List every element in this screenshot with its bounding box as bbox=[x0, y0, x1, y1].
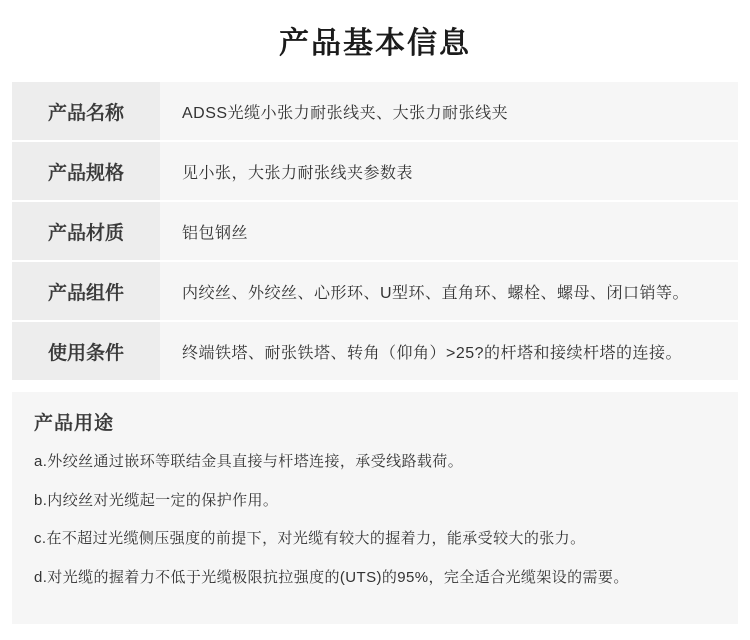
spec-label-product-name: 产品名称 bbox=[12, 82, 160, 141]
spec-table-body bbox=[12, 82, 738, 381]
product-spec-table bbox=[12, 82, 738, 382]
table-row bbox=[12, 201, 738, 261]
table-row bbox=[12, 82, 738, 141]
usage-item-c: c.在不超过光缆侧压强度的前提下，对光缆有较大的握着力，能承受较大的张力。 bbox=[34, 530, 586, 547]
table-row bbox=[12, 321, 738, 381]
spec-value-product-components: 内绞丝、外绞丝、心形环、U型环、直角环、螺栓、螺母、闭口销等。 bbox=[160, 261, 738, 321]
spec-value-product-spec: 见小张，大张力耐张线夹参数表 bbox=[160, 141, 738, 201]
usage-item-b: b.内绞丝对光缆起一定的保护作用。 bbox=[34, 491, 279, 509]
spec-value-product-material: 铝包钢丝 bbox=[160, 201, 738, 261]
page-title: 产品基本信息 bbox=[279, 27, 471, 60]
table-row bbox=[12, 261, 738, 321]
spec-value-usage-conditions: 终端铁塔、耐张铁塔、转角（仰角）>25?的杆塔和接续杆塔的连接。 bbox=[160, 321, 738, 381]
spec-value-product-name: ADSS光缆小张力耐张线夹、大张力耐张线夹 bbox=[160, 82, 738, 141]
spec-label-product-material: 产品材质 bbox=[12, 201, 160, 261]
table-row bbox=[12, 141, 738, 201]
spec-label-product-spec: 产品规格 bbox=[12, 141, 160, 201]
usage-item-d: d.对光缆的握着力不低于光缆极限抗拉强度的(UTS)的95%，完全适合光缆架设的需要。 bbox=[34, 568, 629, 586]
spec-label-product-components: 产品组件 bbox=[12, 261, 160, 321]
spec-label-usage-conditions: 使用条件 bbox=[12, 321, 160, 381]
usage-section-title: 产品用途 bbox=[34, 413, 115, 434]
product-usage-section bbox=[12, 392, 738, 624]
usage-item-a: a.外绞丝通过嵌环等联结金具直接与杆塔连接，承受线路载荷。 bbox=[34, 453, 464, 470]
